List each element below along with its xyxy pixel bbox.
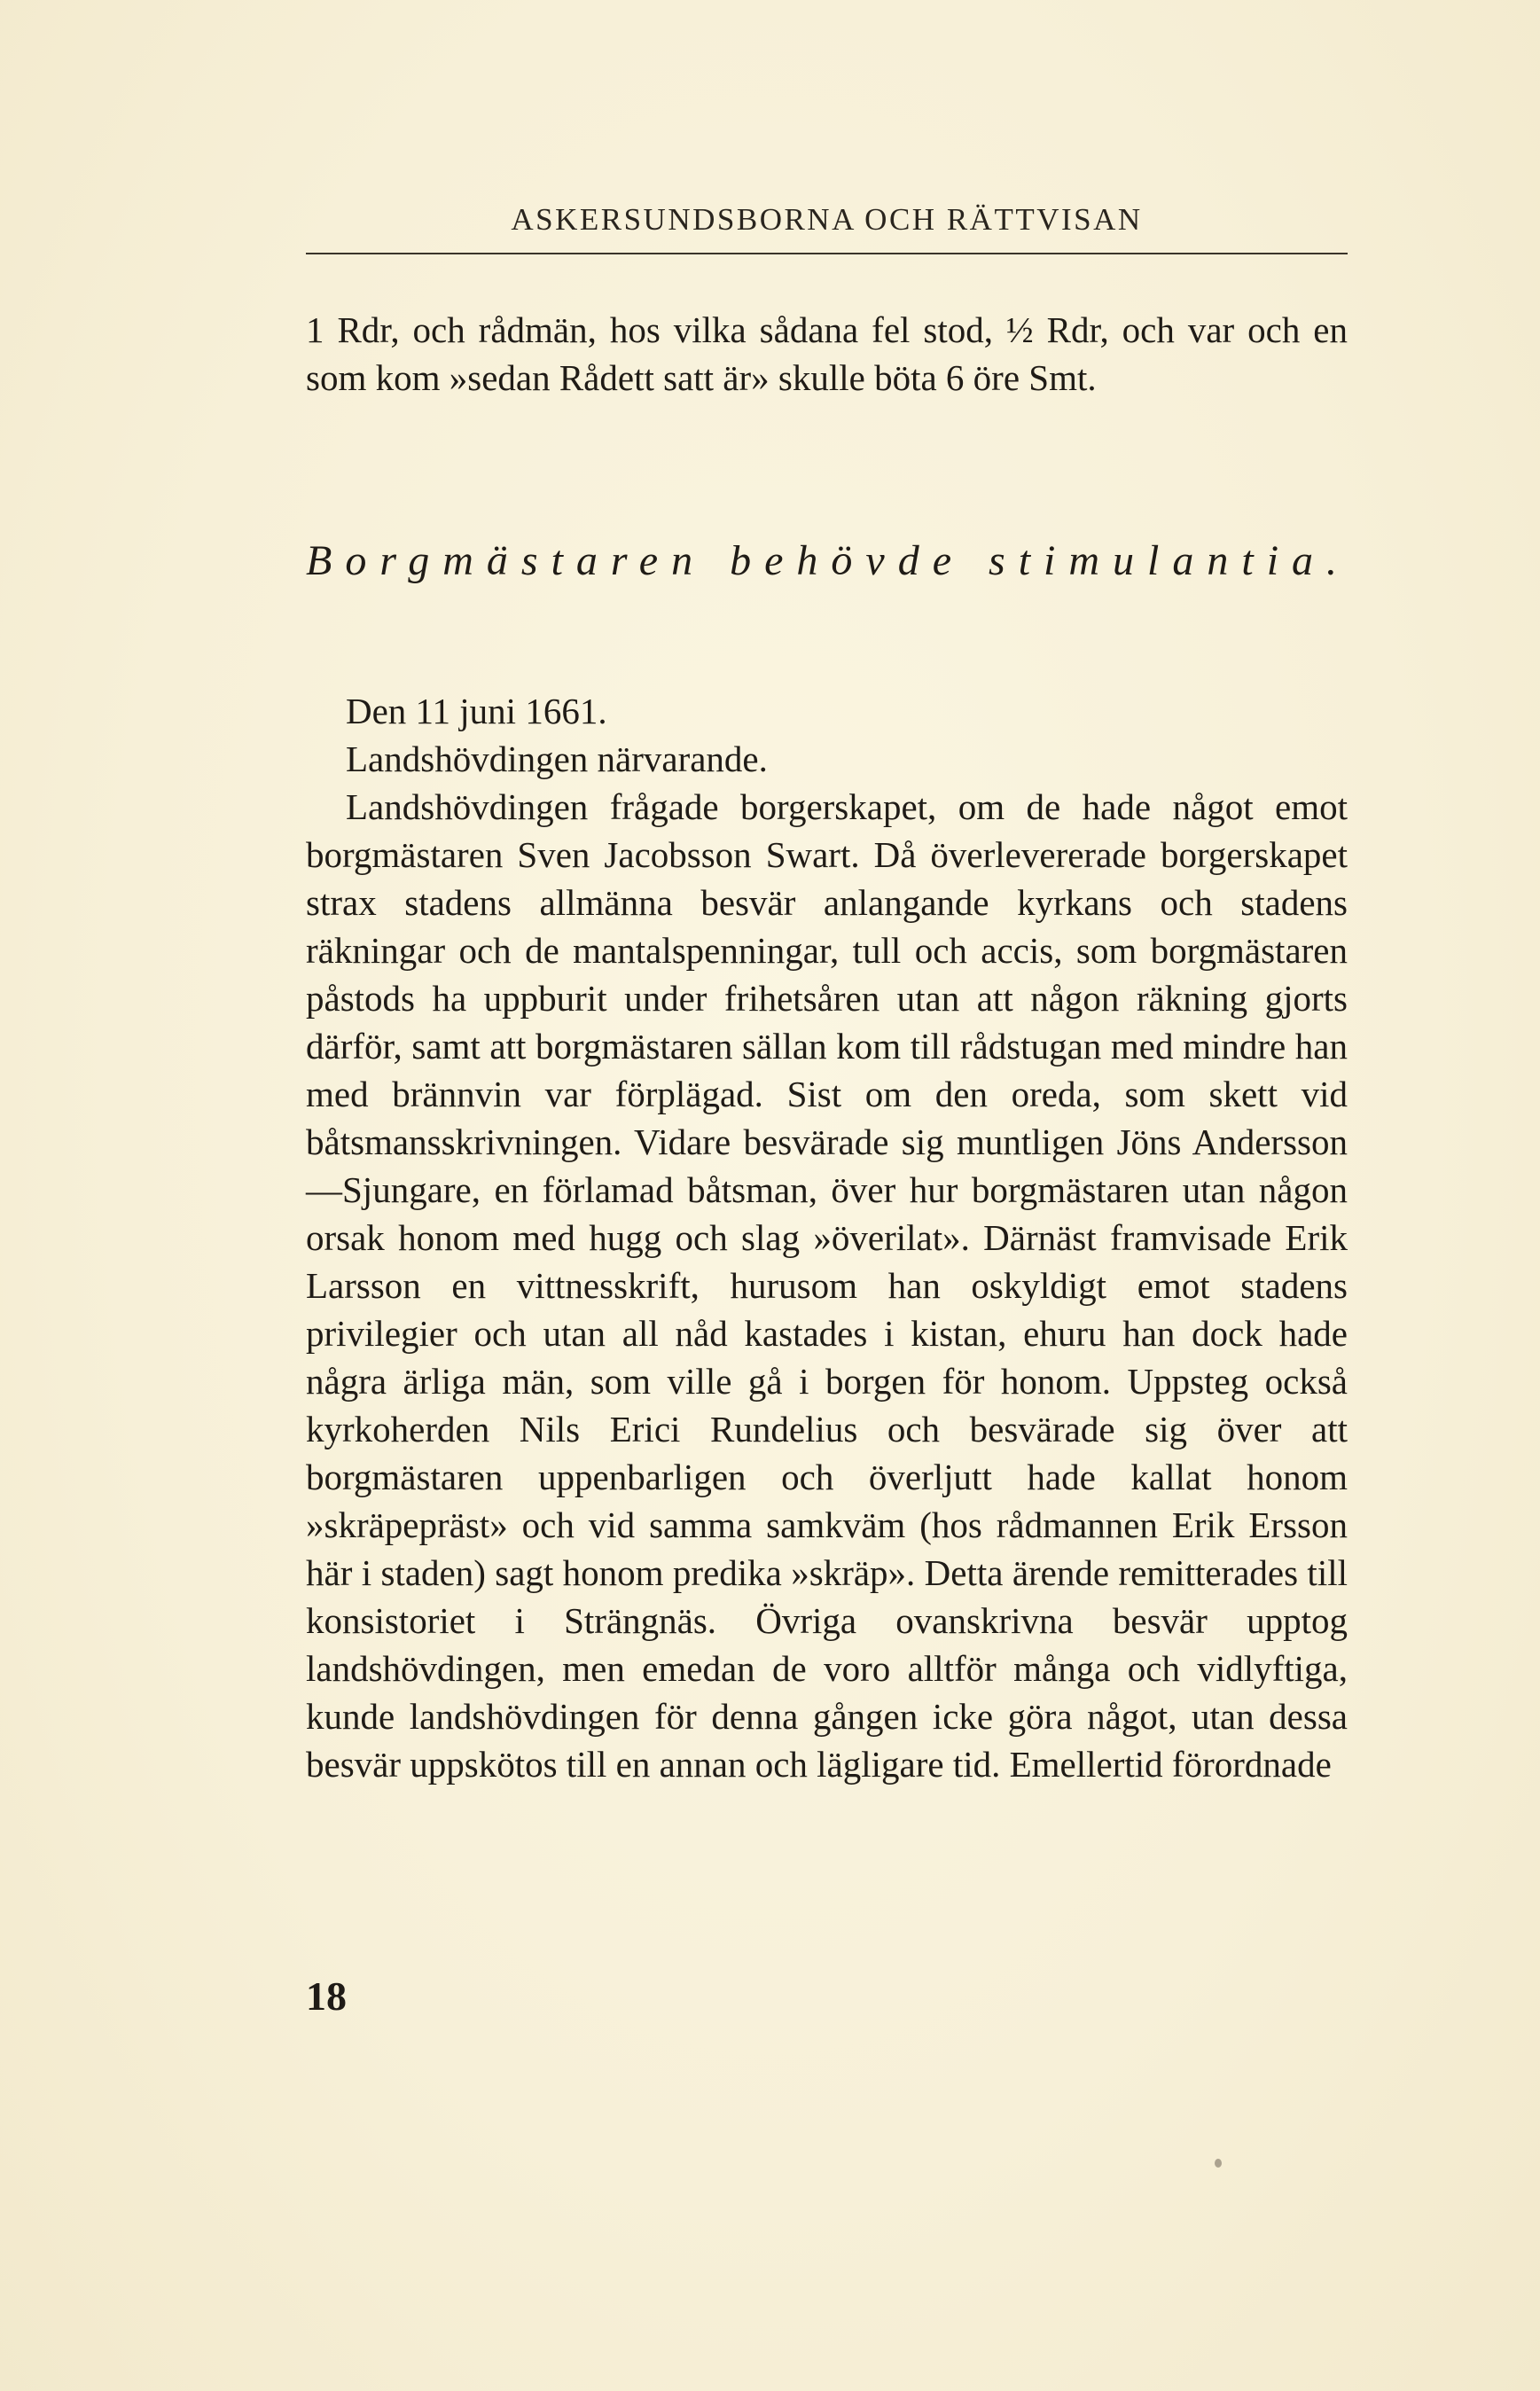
header-rule xyxy=(306,253,1348,254)
section-heading: Borgmästaren behövde stimulantia. xyxy=(306,537,1351,584)
opening-paragraph-text: 1 Rdr, och rådmän, hos vilka sådana fel stod, ½ Rdr, och var och en som kom »sedan Rådett satt är» skulle böta 6 öre Smt. xyxy=(306,309,1348,398)
page-number: 18 xyxy=(306,1973,347,2019)
main-paragraph-text: Landshövdingen frågade borgerskapet, om de hade något emot borgmästaren Sven Jacobsson Swart. Då överlevererade borgerskapet strax stadens allmänna besvär anlangande kyrkans och stadens räkningar och de mantalspenningar, tull och accis, som borgmästaren påstods ha uppburit under frihetsåren utan att någon räkning gjorts därför, samt att borgmästaren sällan kom till rådstugan med mindre han med brännvin var förplägad. Sist om den oreda, som skett vid båtsmansskrivningen. Vidare besvärade sig muntligen Jöns Andersson—Sjungare, en förlamad båtsman, över hur borgmästaren utan någon orsak honom med hugg och slag »överilat». Därnäst framvisade Erik Larsson en vittnesskrift, hurusom han oskyldigt emot stadens privilegier och utan all nåd kastades i kistan, ehuru han dock hade några ärliga män, som ville gå i borgen för honom. Uppsteg också kyrkoherden Nils Erici Rundelius och besvärade sig över att borgmästaren uppenbarligen och överljutt hade kallat honom »skräpepräst» och vid samma samkväm (hos rådmannen Erik Ersson här i staden) sagt honom predika »skräp». Detta ärende remitterades till konsistoriet i Strängnäs. Övriga ovanskrivna besvär upptog landshövdingen, men emedan de voro alltför många och vidlyftiga, kunde landshövdingen för denna gången icke göra något, utan dessa besvär uppskötos till en annan och lägligare tid. Emellertid förordnade xyxy=(306,786,1348,1785)
running-head: ASKERSUNDSBORNA OCH RÄTTVISAN xyxy=(511,202,1143,237)
opening-paragraph xyxy=(306,306,1348,402)
presence-line: Landshövdingen närvarande. xyxy=(346,738,768,779)
main-paragraph xyxy=(306,783,1348,1788)
date-line: Den 11 juni 1661. xyxy=(346,691,607,731)
paper-speck xyxy=(1215,2159,1222,2168)
